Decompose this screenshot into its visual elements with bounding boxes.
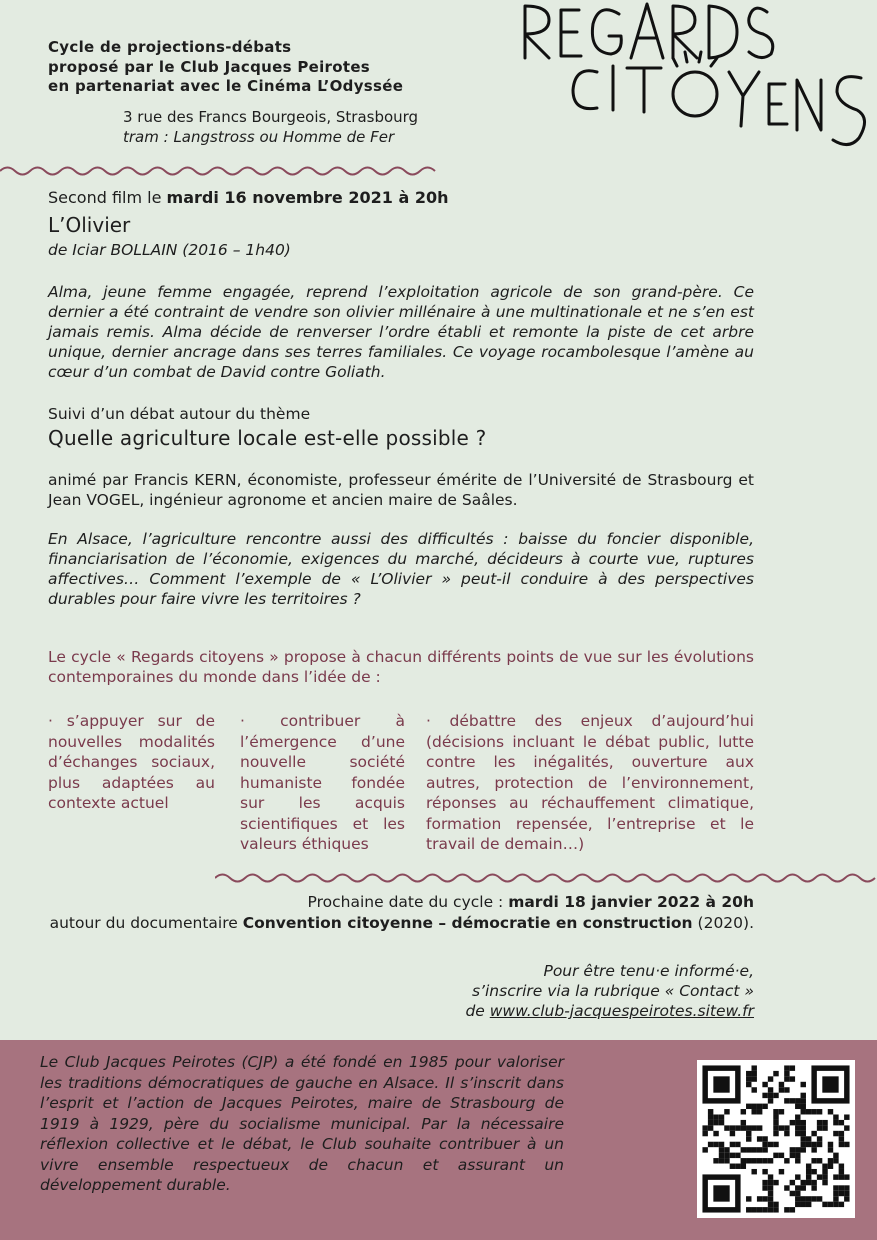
address-block <box>123 107 418 147</box>
next-date: mardi 18 janvier 2022 à 20h <box>508 893 754 911</box>
signup-prefix: de <box>465 1002 485 1020</box>
film-date-prefix: Second film le <box>48 188 162 207</box>
signup-line: Pour être tenu·e informé·e, <box>543 962 754 980</box>
regards-citoyens-logo <box>515 0 877 152</box>
cycle-point: · contribuer à l’émergence d’une nouvelle société humaniste fondée sur les acquis scientifiques et les valeurs éthiques <box>240 712 405 853</box>
film-date <box>48 188 448 207</box>
next-doc-year: (2020). <box>697 914 754 932</box>
film-date-value: mardi 16 novembre 2021 à 20h <box>166 188 449 207</box>
debate-intro: Suivi d’un débat autour du thème <box>48 405 311 423</box>
next-date-line <box>50 892 754 913</box>
address: 3 rue des Francs Bourgeois, Strasbourg <box>123 108 419 126</box>
wave-divider <box>215 871 877 885</box>
next-doc-title: Convention citoyenne – démocratie en construction <box>242 914 693 932</box>
cycle-point: · s’appuyer sur de nouvelles modalités d’échanges sociaux, plus adaptées au contexte actuel <box>48 712 215 812</box>
next-doc-prefix: autour du documentaire <box>49 914 238 932</box>
film-title: L’Olivier <box>48 213 131 237</box>
debate-title: Quelle agriculture locale est-elle possible ? <box>48 426 487 450</box>
wave-divider <box>0 164 440 178</box>
club-about: Le Club Jacques Peirotes (CJP) a été fondé en 1985 pour valoriser les traditions démocratiques de gauche en Alsace. Il s’inscrit dans l’esprit et l’action de Jacques Peirotes, maire de Strasbourg de 1919 à 1929, père du socialisme municipal. Par la nécessaire réflexion collective et le débat, le Club souhaite contribuer à un vivre ensemble respectueux de chacun et assurant un développement durable. <box>40 1053 564 1194</box>
qr-code <box>697 1060 855 1218</box>
tram-info: tram : Langstross ou Homme de Fer <box>123 128 395 146</box>
signup-line: s’inscrire via la rubrique « Contact » <box>471 982 754 1000</box>
signup-line <box>465 1001 754 1021</box>
film-synopsis: Alma, jeune femme engagée, reprend l’exploitation agricole de son grand-père. Ce dernier a été contraint de vendre son olivier millénaire à une multinationale et ne s’en est jamais remis. Alma décide de renverser l’ordre établi et remonte la piste de cet arbre unique, dernier ancrage dans ses terres familiales. Ce voyage rocambolesque l’amène au cœur d’un combat de David contre Goliath. <box>48 283 754 381</box>
debate-context: En Alsace, l’agriculture rencontre aussi des difficultés : baisse du foncier disponible, financiarisation de l’économie, exigences du marché, décideurs à courte vue, ruptures affectives… Comment l’exemple de « L’Olivier » peut-il conduire à des perspectives durables pour faire vivre les territoires ? <box>48 530 754 608</box>
cycle-point: · débattre des enjeux d’aujourd’hui (décisions incluant le débat public, lutte contre les inégalités, ouverture aux autres, protection de l’environnement, réponses au réchauffement climatique, formation repensée, l’entreprise et le travail de demain…) <box>426 712 754 853</box>
next-session <box>50 892 754 934</box>
qr-code-icon <box>697 1060 855 1218</box>
cycle-description: Le cycle « Regards citoyens » propose à chacun différents points de vue sur les évolutions contemporaines du monde dans l’idée de : <box>48 648 754 686</box>
intro-line: en partenariat avec le Cinéma L’Odyssée <box>48 77 404 95</box>
website-link[interactable]: www.club-jacquespeirotes.sitew.fr <box>489 1002 754 1020</box>
next-date-prefix: Prochaine date du cycle : <box>307 893 504 911</box>
intro-line: Cycle de projections-débats <box>48 38 292 56</box>
next-doc-line <box>50 913 754 934</box>
intro-line: proposé par le Club Jacques Peirotes <box>48 57 371 76</box>
signup-block <box>465 961 754 1021</box>
intro-block <box>48 38 403 97</box>
film-author: de Iciar BOLLAIN (2016 – 1h40) <box>48 241 291 259</box>
debate-hosts: animé par Francis KERN, économiste, professeur émérite de l’Université de Strasbourg et Jean VOGEL, ingénieur agronome et ancien maire de Saâles. <box>48 471 754 509</box>
